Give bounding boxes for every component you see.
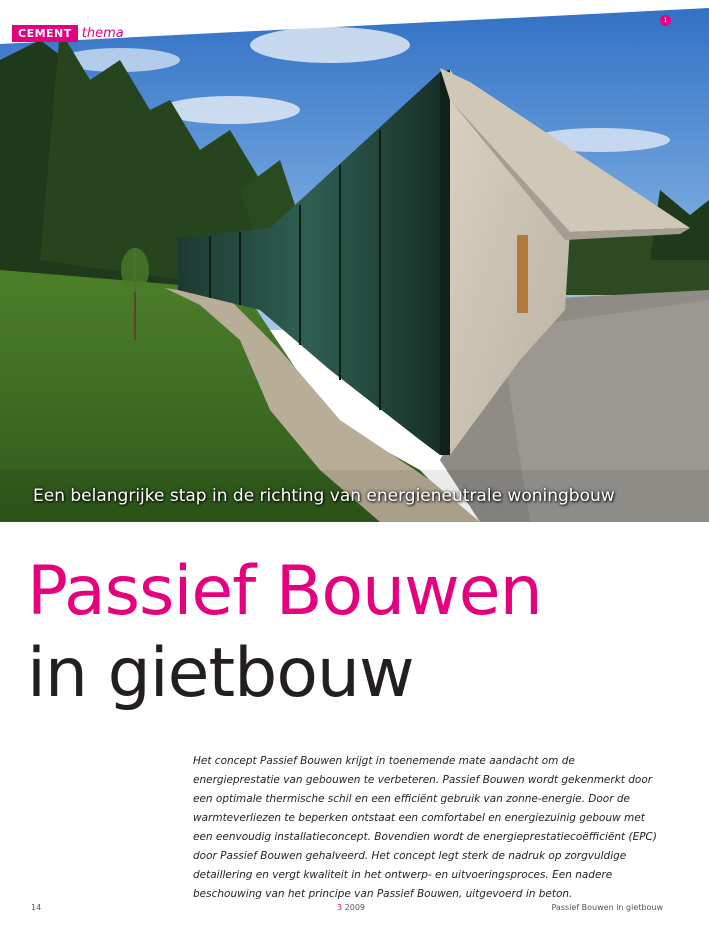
hero-caption: Een belangrijke stap in de richting van energieneutrale woningbouw [33,486,615,506]
brand-logo: CEMENT [12,25,78,42]
page-number: 14 [31,903,42,912]
issue-number: 3 [337,903,343,912]
issue-label [337,903,365,912]
running-title: Passief Bouwen in gietbouw [551,903,663,912]
article-title-line1: Passief Bouwen [27,552,542,631]
section-label: thema [81,25,124,41]
page-marker-icon: 1 [660,15,671,26]
magazine-brand [12,22,124,44]
article-title-line2: in gietbouw [27,634,414,713]
article-intro: Het concept Passief Bouwen krijgt in toenemende mate aandacht om de energieprestatie van gebouwen te verbeteren. Passief Bouwen wordt gekenmerkt door een optimale thermische schil en een efficiënt gebruik van zonne-energie. Door de warmteverliezen te beperken ontstaat een comfortabel en energiezuinig gebouw met een eenvoudig installatieconcept. Bovendien wordt de energieprestatiecoëfficiënt (EPC) door Passief Bouwen gehalveerd. Het concept legt sterk de nadruk op zorgvuldige detaillering en vergt kwaliteit in het ontwerp- en uitvoeringsproces. Een nadere beschouwing van het principe van Passief Bouwen, uitgevoerd in beton. [193,754,657,900]
issue-year: 2009 [344,903,365,912]
